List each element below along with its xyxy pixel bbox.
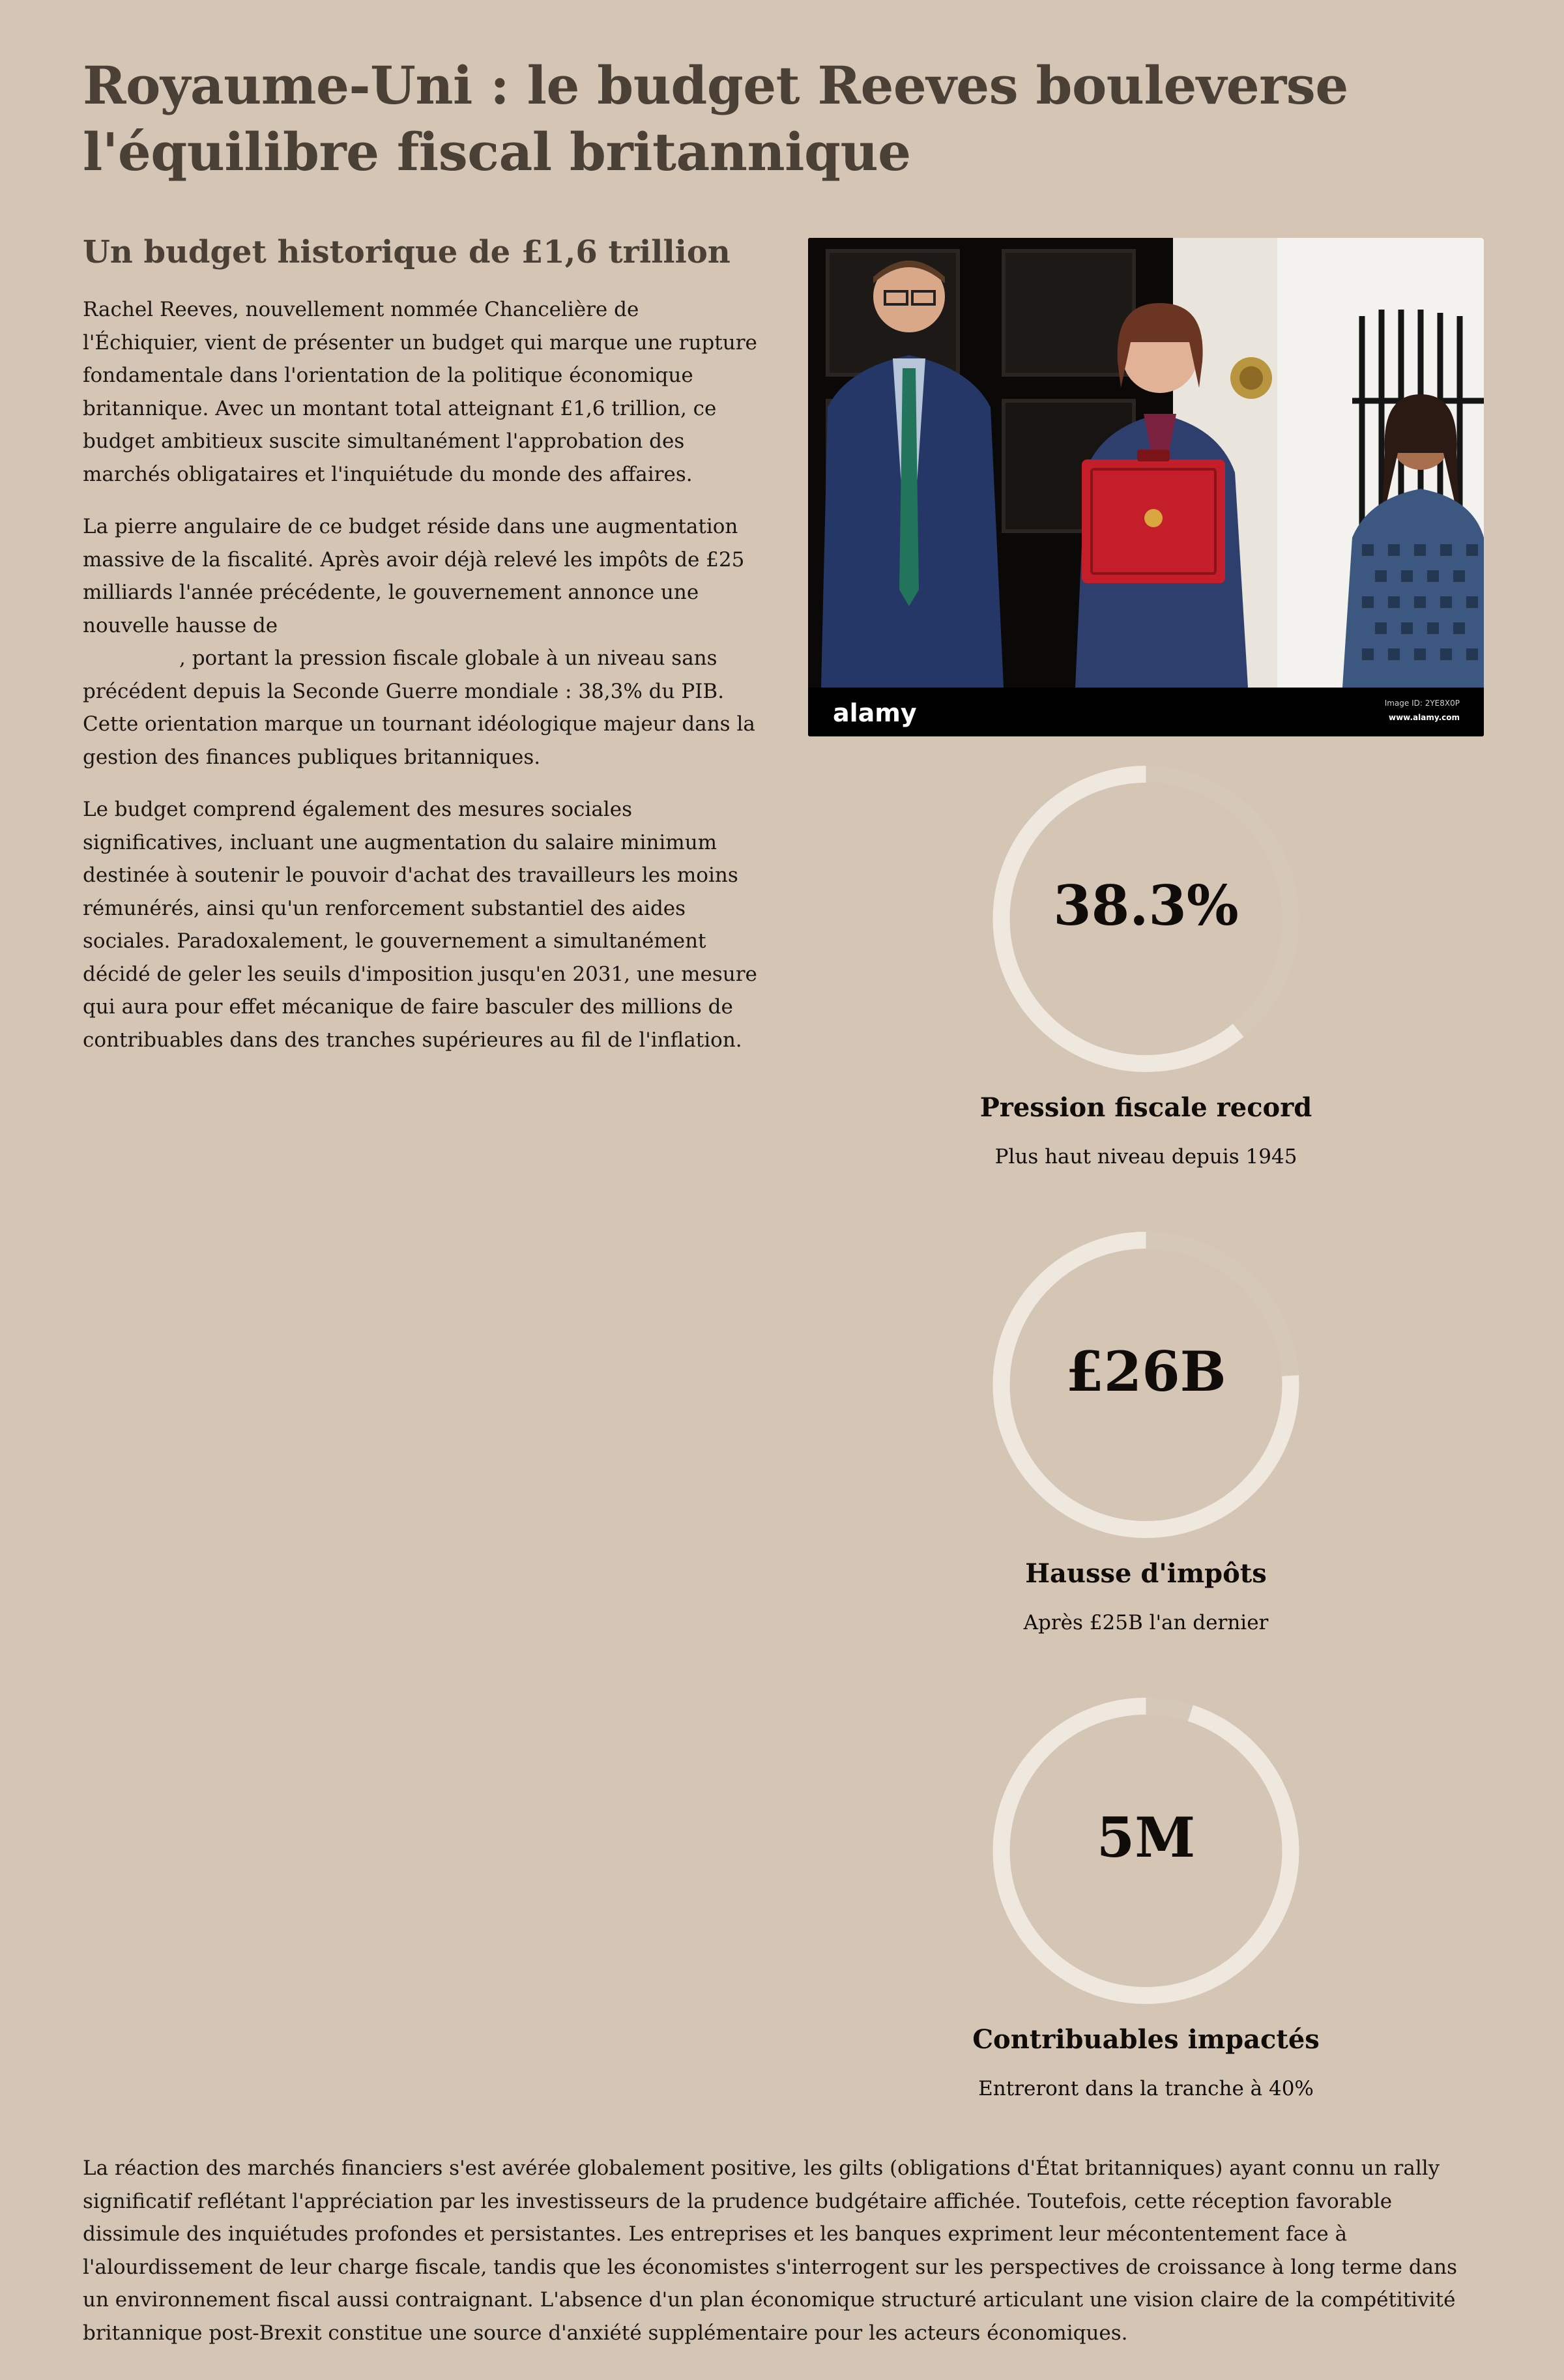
stat-label: Hausse d'impôts xyxy=(1025,1558,1267,1589)
page-title: Royaume-Uni : le budget Reeves bouleverse l'équilibre fiscal britannique xyxy=(83,55,1348,182)
article-body xyxy=(83,229,760,1076)
stat-card-tax-pressure xyxy=(808,762,1484,1219)
stat-card-tax-increase xyxy=(808,1228,1484,1685)
section-title: Un budget historique de £1,6 trillion xyxy=(83,234,731,270)
watermark-image-id: Image ID: 2YE8X0P xyxy=(1384,699,1460,708)
stat-label: Contribuables impactés xyxy=(972,2024,1320,2055)
stat-value: £26B xyxy=(1065,1339,1226,1404)
stat-label: Pression fiscale record xyxy=(979,1092,1312,1123)
stat-value: 38.3% xyxy=(1053,873,1239,938)
paragraph-2 xyxy=(83,510,760,774)
stat-subtitle: Après £25B l'an dernier xyxy=(1023,1611,1269,1634)
watermark-brand: alamy xyxy=(833,699,917,727)
stat-subtitle: Plus haut niveau depuis 1945 xyxy=(994,1145,1297,1168)
stat-subtitle: Entreront dans la tranche à 40% xyxy=(978,2077,1314,2100)
paragraph-2-end: , portant la pression fiscale globale à un niveau sans précédent depuis la Seconde Guerre mondiale : 38,3% du PIB. Cette orientation marque un tournant idéologique majeur dans la gestion des finances publiques britanniques. xyxy=(83,646,755,769)
stat-card-taxpayers xyxy=(808,1694,1484,2151)
paragraph-3: Le budget comprend également des mesures sociales significatives, incluant une augmentation du salaire minimum destinée à soutenir le pouvoir d'achat des travailleurs les moins rémunérés, ainsi qu'un renforcement substantiel des aides sociales. Paradoxalement, le gouvernement a simultanément décidé de geler les seuils d'imposition jusqu'en 2031, une mesure qui aura pour effet mécanique de faire basculer des millions de contribuables dans des tranches supérieures au fil de l'inflation. xyxy=(83,798,757,1052)
stat-value: 5M xyxy=(1096,1805,1196,1870)
photo-illustration xyxy=(808,238,1484,736)
paragraph-1: Rachel Reeves, nouvellement nommée Chancelière de l'Échiquier, vient de présenter un budget qui marque une rupture fondamentale dans l'orientation de la politique économique britannique. Avec un montant total atteignant £1,6 trillion, ce budget ambitieux suscite simultanément l'approbation des marchés obligataires et l'inquiétude du monde des affaires. xyxy=(83,298,757,486)
budget-photo xyxy=(808,238,1484,736)
paragraph-2-start: La pierre angulaire de ce budget réside dans une augmentation massive de la fiscalité. Après avoir déjà relevé les impôts de £25 milliards l'année précédente, le gouvernement annonce une nouvelle hausse de xyxy=(83,515,745,637)
closing-paragraph: La réaction des marchés financiers s'est avérée globalement positive, les gilts (obligations d'État britanniques) ayant connu un rally significatif reflétant l'appréciation par les investisseurs de la prudence budgétaire affichée. Toutefois, cette réception favorable dissimule des inquiétudes profondes et persistantes. Les entreprises et les banques expriment leur mécontentement face à l'alourdissement de leur charge fiscale, tandis que les économistes s'interrogent sur les perspectives de croissance à long terme dans un environnement fiscal aussi contraignant. L'absence d'un plan économique structuré articulant une vision claire de la compétitivité britannique post-Brexit constitue une source d'anxiété supplémentaire pour les acteurs économiques. xyxy=(83,2156,1458,2345)
watermark-site: www.alamy.com xyxy=(1388,713,1460,722)
